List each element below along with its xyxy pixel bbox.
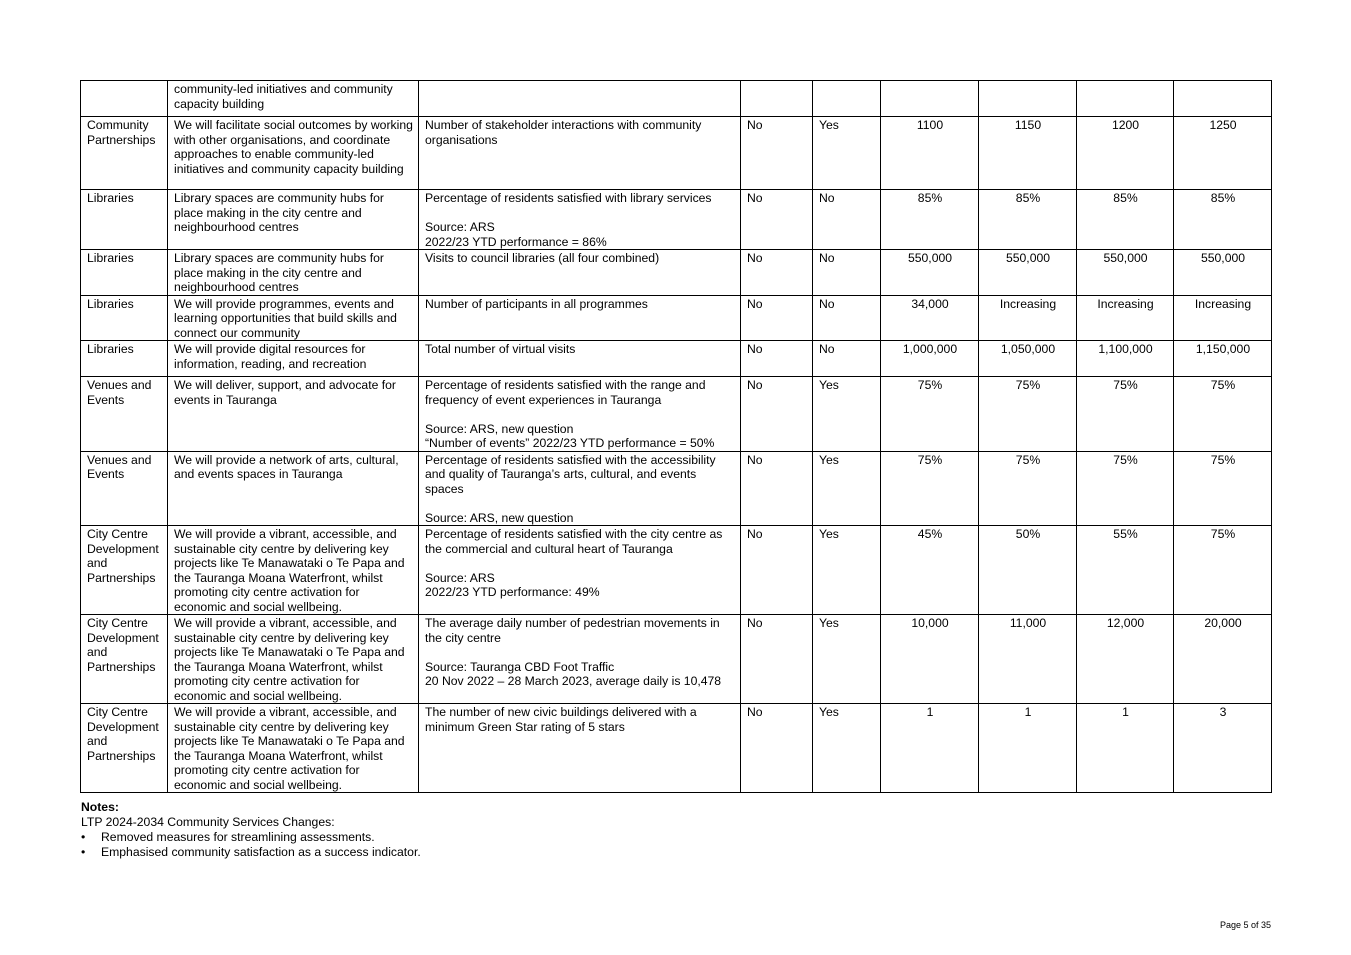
target-year4-cell: 75% <box>1174 377 1272 452</box>
measure-line <box>425 496 735 511</box>
target-year2-cell <box>979 81 1077 117</box>
activity-cell: Venues and Events <box>81 451 168 526</box>
target-year2-cell: 1,050,000 <box>979 341 1077 377</box>
flag-cell: Yes <box>813 117 881 190</box>
notes-section <box>81 800 421 860</box>
measure-line: “Number of events” 2022/23 YTD performance = 50% <box>425 436 715 450</box>
table-row <box>81 526 1272 615</box>
target-year2-cell: 1 <box>979 704 1077 793</box>
measure-line: Number of stakeholder interactions with community organisations <box>425 118 702 147</box>
target-year4-cell: Increasing <box>1174 295 1272 341</box>
measure-line: Percentage of residents satisfied with the accessibility and quality of Tauranga’s arts, cultural, and events spaces <box>425 452 716 496</box>
goal-cell: We will deliver, support, and advocate for events in Tauranga <box>168 377 419 452</box>
notes-item: • Removed measures for streamlining assessments. <box>81 830 421 845</box>
activity-cell: City Centre Development and Partnerships <box>81 526 168 615</box>
goal-cell: We will provide digital resources for information, reading, and recreation <box>168 341 419 377</box>
measure-cell <box>419 526 741 615</box>
target-year3-cell: 12,000 <box>1077 615 1174 704</box>
target-year1-cell: 1,000,000 <box>881 341 979 377</box>
target-year3-cell: 1,100,000 <box>1077 341 1174 377</box>
measure-cell <box>419 451 741 526</box>
activity-cell: Community Partnerships <box>81 117 168 190</box>
measure-cell <box>419 295 741 341</box>
goal-cell: Library spaces are community hubs for place making in the city centre and neighbourhood centres <box>168 250 419 296</box>
measure-line: Number of participants in all programmes <box>425 296 648 311</box>
activity-cell: City Centre Development and Partnerships <box>81 615 168 704</box>
flag-cell <box>813 81 881 117</box>
target-year4-cell: 85% <box>1174 190 1272 250</box>
target-year4-cell: 550,000 <box>1174 250 1272 296</box>
measure-cell <box>419 615 741 704</box>
table-row <box>81 117 1272 190</box>
target-year4-cell: 1,150,000 <box>1174 341 1272 377</box>
flag-cell: No <box>813 250 881 296</box>
measure-cell <box>419 250 741 296</box>
target-year1-cell <box>881 81 979 117</box>
flag-cell: No <box>741 341 813 377</box>
target-year4-cell: 75% <box>1174 526 1272 615</box>
flag-cell: Yes <box>813 615 881 704</box>
target-year4-cell <box>1174 81 1272 117</box>
goal-cell: We will provide a vibrant, accessible, and sustainable city centre by delivering key projects like Te Manawataki o Te Papa and the Tauranga Moana Waterfront, whilst promoting city centre activation for economic and social wellbeing. <box>168 615 419 704</box>
flag-cell: No <box>741 377 813 452</box>
table-row <box>81 341 1272 377</box>
measure-cell <box>419 190 741 250</box>
target-year4-cell: 1250 <box>1174 117 1272 190</box>
flag-cell: No <box>741 190 813 250</box>
notes-subtitle: LTP 2024-2034 Community Services Changes: <box>81 815 335 829</box>
target-year1-cell: 75% <box>881 377 979 452</box>
flag-cell: No <box>813 190 881 250</box>
target-year4-cell: 20,000 <box>1174 615 1272 704</box>
flag-cell: No <box>813 295 881 341</box>
flag-cell: No <box>741 117 813 190</box>
flag-cell: Yes <box>813 526 881 615</box>
measure-line: Source: ARS, new question <box>425 421 574 436</box>
goal-cell: We will provide a network of arts, cultural, and events spaces in Tauranga <box>168 451 419 526</box>
target-year2-cell: 50% <box>979 526 1077 615</box>
target-year2-cell: 11,000 <box>979 615 1077 704</box>
measure-line: Source: Tauranga CBD Foot Traffic <box>425 659 615 674</box>
activity-cell <box>81 81 168 117</box>
measure-line: Total number of virtual visits <box>425 342 576 356</box>
target-year1-cell: 1 <box>881 704 979 793</box>
measure-line: Visits to council libraries (all four combined) <box>425 251 660 265</box>
notes-item: • Emphasised community satisfaction as a success indicator. <box>81 845 421 860</box>
goal-cell: We will facilitate social outcomes by working with other organisations, and coordinate approaches to enable community-led initiatives and community capacity building <box>168 117 419 190</box>
target-year3-cell: 55% <box>1077 526 1174 615</box>
target-year3-cell: 75% <box>1077 451 1174 526</box>
flag-cell <box>741 81 813 117</box>
target-year4-cell: 75% <box>1174 451 1272 526</box>
target-year2-cell: 75% <box>979 451 1077 526</box>
goal-cell: We will provide a vibrant, accessible, and sustainable city centre by delivering key projects like Te Manawataki o Te Papa and the Tauranga Moana Waterfront, whilst promoting city centre activation for economic and social wellbeing. <box>168 526 419 615</box>
flag-cell: No <box>741 295 813 341</box>
goal-cell: Library spaces are community hubs for place making in the city centre and neighbourhood centres <box>168 190 419 250</box>
target-year2-cell: 75% <box>979 377 1077 452</box>
measure-cell <box>419 81 741 117</box>
activity-cell: Libraries <box>81 190 168 250</box>
page-number: Page 5 of 35 <box>1219 920 1271 930</box>
table-row <box>81 295 1272 341</box>
flag-cell: No <box>741 526 813 615</box>
target-year4-cell: 3 <box>1174 704 1272 793</box>
target-year3-cell: 75% <box>1077 377 1174 452</box>
target-year2-cell: 550,000 <box>979 250 1077 296</box>
measure-line: 2022/23 YTD performance: 49% <box>425 585 600 599</box>
target-year1-cell: 34,000 <box>881 295 979 341</box>
flag-cell: No <box>813 341 881 377</box>
measure-line: Percentage of residents satisfied with the city centre as the commercial and cultural heart of Tauranga <box>425 527 723 556</box>
target-year3-cell <box>1077 81 1174 117</box>
measure-line: The number of new civic buildings delivered with a minimum Green Star rating of 5 stars <box>425 705 697 734</box>
notes-list <box>81 830 421 860</box>
table-row <box>81 451 1272 526</box>
target-year3-cell: 1200 <box>1077 117 1174 190</box>
activity-cell: City Centre Development and Partnerships <box>81 704 168 793</box>
measure-line: 20 Nov 2022 – 28 March 2023, average daily is 10,478 <box>425 674 722 688</box>
goal-cell: We will provide a vibrant, accessible, and sustainable city centre by delivering key projects like Te Manawataki o Te Papa and the Tauranga Moana Waterfront, whilst promoting city centre activation for economic and social wellbeing. <box>168 704 419 793</box>
table-row <box>81 615 1272 704</box>
target-year2-cell: Increasing <box>979 295 1077 341</box>
flag-cell: No <box>741 704 813 793</box>
table-row <box>81 377 1272 452</box>
measure-cell <box>419 377 741 452</box>
activity-cell: Libraries <box>81 341 168 377</box>
measure-line <box>425 407 735 422</box>
activity-cell: Libraries <box>81 295 168 341</box>
measure-cell <box>419 117 741 190</box>
measure-line: Source: ARS, new question <box>425 510 574 525</box>
table-row <box>81 190 1272 250</box>
performance-measures-table <box>80 80 1272 793</box>
target-year1-cell: 85% <box>881 190 979 250</box>
measure-line: 2022/23 YTD performance = 86% <box>425 234 607 249</box>
flag-cell: No <box>741 250 813 296</box>
table-row <box>81 250 1272 296</box>
target-year1-cell: 45% <box>881 526 979 615</box>
measure-line: Percentage of residents satisfied with the range and frequency of event experiences in Tauranga <box>425 378 706 407</box>
measure-line <box>425 645 735 660</box>
measure-line <box>425 556 735 571</box>
activity-cell: Libraries <box>81 250 168 296</box>
measure-line: The average daily number of pedestrian movements in the city centre <box>425 616 720 645</box>
table-row <box>81 81 1272 117</box>
target-year3-cell: 550,000 <box>1077 250 1174 296</box>
flag-cell: No <box>741 615 813 704</box>
activity-cell: Venues and Events <box>81 377 168 452</box>
target-year1-cell: 75% <box>881 451 979 526</box>
target-year2-cell: 85% <box>979 190 1077 250</box>
measure-cell <box>419 341 741 377</box>
notes-title: Notes: <box>81 800 119 814</box>
target-year3-cell: 85% <box>1077 190 1174 250</box>
table-row <box>81 704 1272 793</box>
measure-cell <box>419 704 741 793</box>
target-year3-cell: Increasing <box>1077 295 1174 341</box>
measure-line: Percentage of residents satisfied with library services <box>425 191 712 205</box>
goal-cell: We will provide programmes, events and learning opportunities that build skills and connect our community <box>168 295 419 341</box>
measure-line: Source: ARS <box>425 570 495 585</box>
target-year1-cell: 1100 <box>881 117 979 190</box>
flag-cell: Yes <box>813 451 881 526</box>
target-year1-cell: 550,000 <box>881 250 979 296</box>
flag-cell: No <box>741 451 813 526</box>
target-year1-cell: 10,000 <box>881 615 979 704</box>
flag-cell: Yes <box>813 704 881 793</box>
goal-cell: community-led initiatives and community capacity building <box>168 81 419 117</box>
target-year3-cell: 1 <box>1077 704 1174 793</box>
measure-line: Source: ARS <box>425 220 495 234</box>
measure-line <box>425 206 735 221</box>
flag-cell: Yes <box>813 377 881 452</box>
target-year2-cell: 1150 <box>979 117 1077 190</box>
